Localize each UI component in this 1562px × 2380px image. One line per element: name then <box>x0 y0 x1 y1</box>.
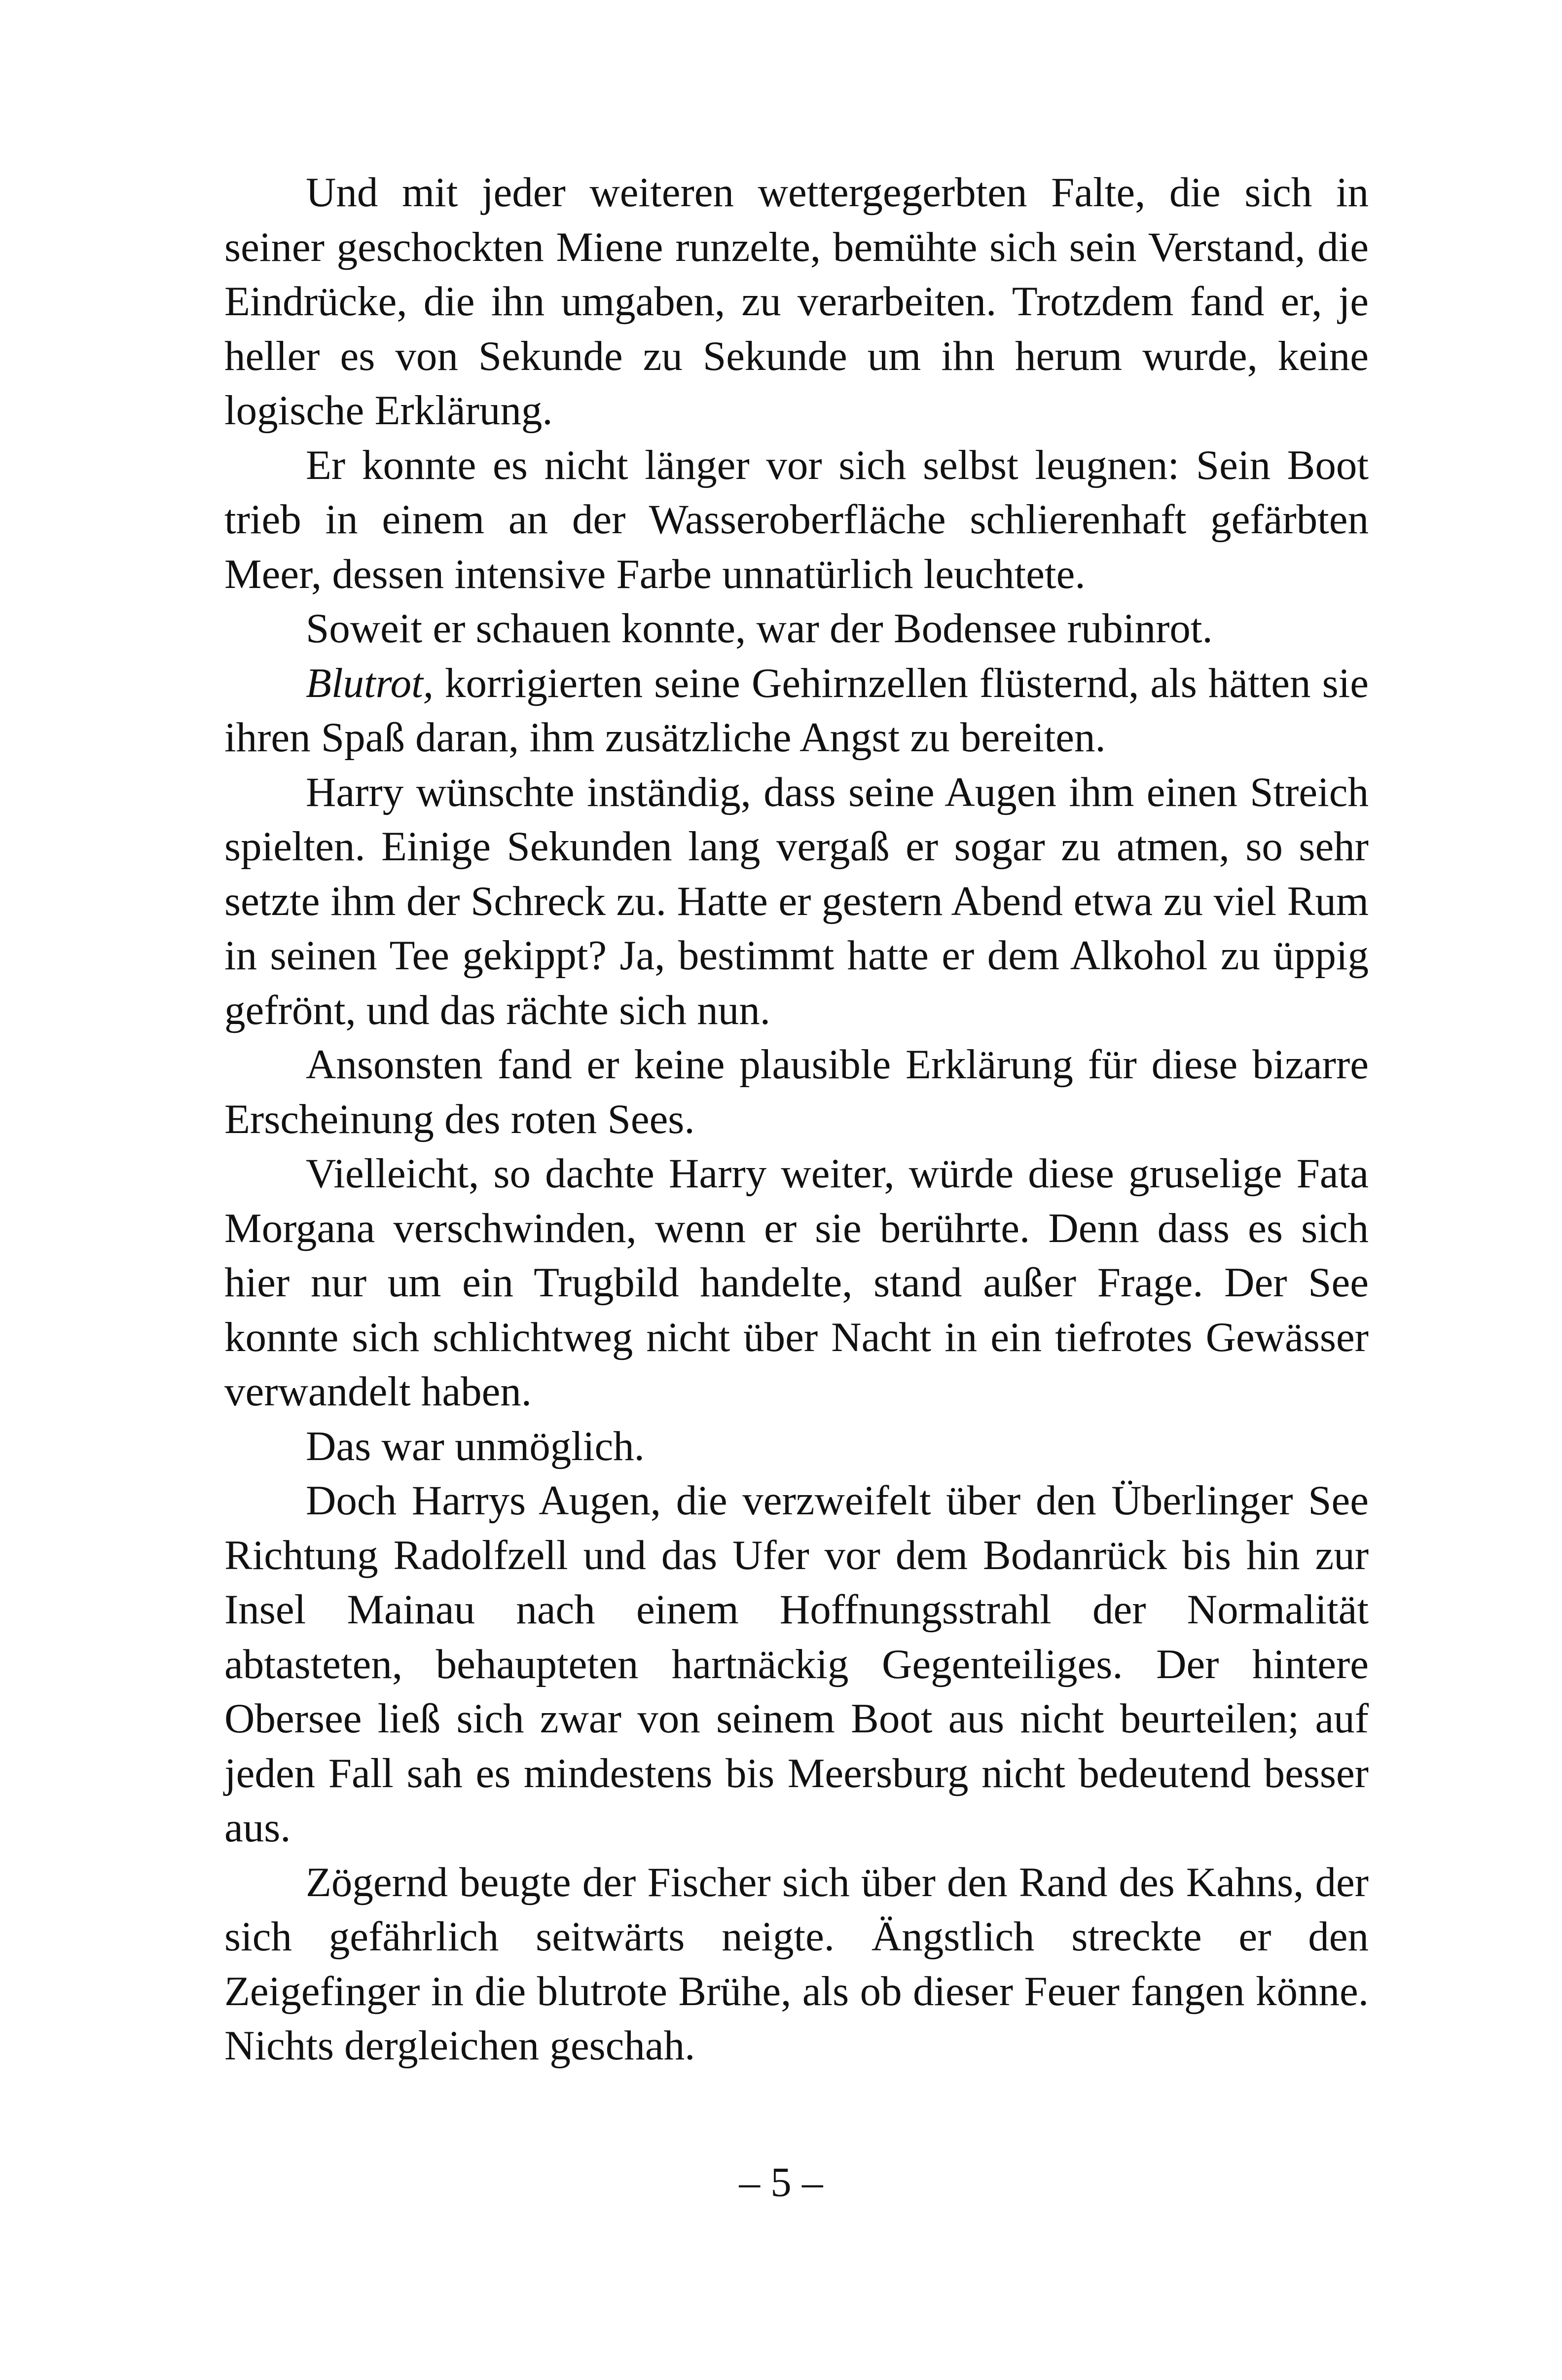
paragraph-5: Harry wünschte inständig, dass seine Augen ihm einen Streich spielten. Einige Sekunden lang vergaß er sogar zu atmen, so sehr setzte ihm der Schreck zu. Hatte er gestern Abend etwa zu viel Rum in seinen Tee gekippt? Ja, bestimmt hatte er dem Alkohol zu üppig gefrönt, und das rächte sich nun. <box>224 769 1369 1033</box>
paragraph-2: Er konnte es nicht länger vor sich selbst leugnen: Sein Boot trieb in einem an der Wasseroberfläche schlierenhaft gefärbten Meer, dessen intensive Farbe unnatürlich leuchtete. <box>224 441 1369 597</box>
paragraph-6: Ansonsten fand er keine plausible Erklärung für diese bizarre Erscheinung des roten Sees. <box>224 1041 1369 1142</box>
paragraph-3: Soweit er schauen konnte, war der Bodensee rubinrot. <box>306 605 1213 652</box>
paragraph-8: Das war unmöglich. <box>306 1423 645 1469</box>
paragraph-4-text: korrigierten seine Gehirnzellen flüsternd, als hätten sie ihren Spaß daran, ihm zusätzliche Angst zu bereiten. <box>224 659 1369 761</box>
body-text <box>224 165 1369 2073</box>
paragraph-1: Und mit jeder weiteren wettergegerbten Falte, die sich in seiner geschockten Miene runzelte, bemühte sich sein Verstand, die Eindrücke, die ihn umgaben, zu verarbeiten. Trotzdem fand er, je heller es von Sekunde zu Sekunde um ihn herum wurde, keine logische Erklärung. <box>224 169 1369 434</box>
italic-word: Blutrot, <box>306 659 434 706</box>
paragraph-9: Doch Harrys Augen, die verzweifelt über den Überlinger See Richtung Radolfzell und das Ufer vor dem Bodanrück bis hin zur Insel Mainau nach einem Hoffnungsstrahl der Normalität abtasteten, behaupteten hartnäckig Gegenteiliges. Der hintere Obersee ließ sich zwar von seinem Boot aus nicht beurteilen; auf jeden Fall sah es mindestens bis Meersburg nicht bedeutend besser aus. <box>224 1477 1369 1851</box>
page-number: – 5 – <box>739 2159 823 2205</box>
paragraph-10: Zögernd beugte der Fischer sich über den Rand des Kahns, der sich gefährlich seitwärts neigte. Ängstlich streckte er den Zeigefinger in die blutrote Brühe, als ob dieser Feuer fangen könne. Nichts dergleichen geschah. <box>224 1859 1369 2069</box>
paragraph-4 <box>224 656 1369 765</box>
paragraph-7: Vielleicht, so dachte Harry weiter, würde diese gruselige Fata Morgana verschwinden, wenn er sie berührte. Denn dass es sich hier nur um ein Trugbild handelte, stand außer Frage. Der See konnte sich schlichtweg nicht über Nacht in ein tiefrotes Gewässer verwandelt haben. <box>224 1150 1369 1415</box>
